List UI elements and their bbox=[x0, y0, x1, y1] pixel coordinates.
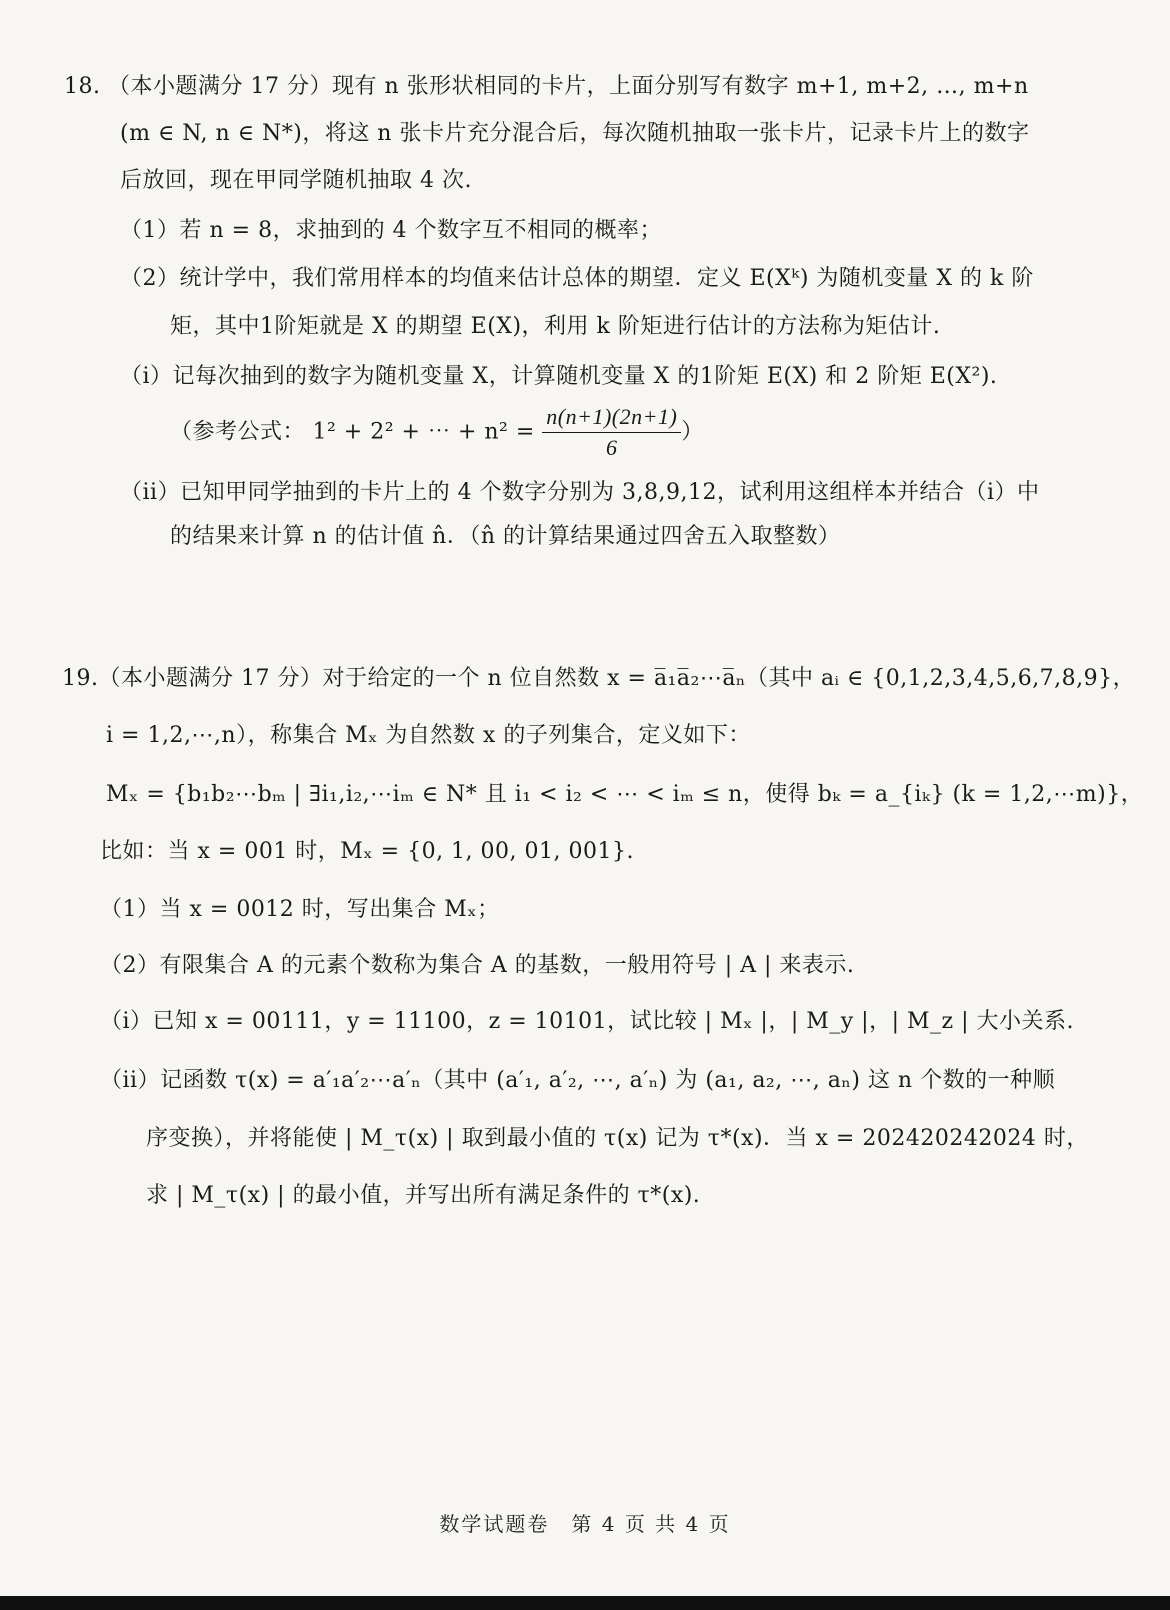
q18-part-i: （i）记每次抽到的数字为随机变量 X，计算随机变量 X 的1阶矩 E(X) 和 2 阶矩 E(X²). bbox=[120, 364, 998, 389]
q19-part-ii-c: 求 | M_τ(x) | 的最小值，并写出所有满足条件的 τ*(x). bbox=[146, 1183, 701, 1208]
q19-line-2: i = 1,2,⋯,n），称集合 Mₓ 为自然数 x 的子列集合，定义如下： bbox=[106, 723, 751, 748]
q18-line-2: (m ∈ N, n ∈ N*)，将这 n 张卡片充分混合后，每次随机抽取一张卡片，记录卡片上的数字 bbox=[120, 121, 1030, 146]
q18-part-1: （1）若 n = 8，求抽到的 4 个数字互不相同的概率； bbox=[120, 218, 663, 243]
q19-example: 比如：当 x = 001 时，Mₓ = {0, 1, 00, 01, 001}. bbox=[100, 839, 634, 864]
q18-line-1: 18. （本小题满分 17 分）现有 n 张形状相同的卡片，上面分别写有数字 m+1, m+2, …, m+n bbox=[64, 74, 1029, 99]
q19-part-ii-b: 序变换），并将能使 | M_τ(x) | 取到最小值的 τ(x) 记为 τ*(x)．当 x = 202420242024 时， bbox=[146, 1126, 1089, 1151]
page-footer: 数学试题卷 第 4 页 共 4 页 bbox=[439, 1512, 731, 1536]
q19-part-i: （i）已知 x = 00111，y = 11100，z = 10101，试比较 | Mₓ |，| M_y |，| M_z | 大小关系. bbox=[100, 1009, 1075, 1034]
q19-part-2: （2）有限集合 A 的元素个数称为集合 A 的基数，一般用符号 | A | 来表示. bbox=[100, 953, 855, 978]
ref-formula-denominator: 6 bbox=[606, 435, 618, 460]
q18-part-2-a: （2）统计学中，我们常用样本的均值来估计总体的期望．定义 E(Xᵏ) 为随机变量 X 的 k 阶 bbox=[120, 266, 1034, 291]
ref-formula-fraction bbox=[542, 402, 681, 463]
ref-formula-prefix: （参考公式： 1² + 2² + ⋯ + n² = bbox=[170, 419, 543, 445]
q19-part-ii-a: （ii）记函数 τ(x) = a′₁a′₂⋯a′ₙ（其中 (a′₁, a′₂, ⋯, a′ₙ) 为 (a₁, a₂, ⋯, aₙ) 这 n 个数的一种顺 bbox=[100, 1068, 1056, 1093]
q18-part-ii-b: 的结果来计算 n 的估计值 n̂．（n̂ 的计算结果通过四舍五入取整数） bbox=[170, 524, 841, 549]
q18-reference-formula bbox=[170, 402, 704, 463]
q18-line-3: 后放回，现在甲同学随机抽取 4 次. bbox=[120, 168, 472, 193]
q19-line-1: 19.（本小题满分 17 分）对于给定的一个 n 位自然数 x = a̅₁a̅₂⋯a̅ₙ（其中 aᵢ ∈ {0,1,2,3,4,5,6,7,8,9}， bbox=[62, 666, 1136, 691]
ref-formula-suffix: ） bbox=[681, 419, 704, 445]
q19-part-1: （1）当 x = 0012 时，写出集合 Mₓ； bbox=[100, 897, 500, 922]
scan-bottom-edge bbox=[0, 1596, 1170, 1610]
q19-definition: Mₓ = {b₁b₂⋯bₘ | ∃i₁,i₂,⋯iₘ ∈ N* 且 i₁ < i₂ < ⋯ < iₘ ≤ n，使得 bₖ = a_{iₖ} (k = 1,2,⋯m)}， bbox=[106, 782, 1144, 807]
ref-formula-numerator: n(n+1)(2n+1) bbox=[542, 402, 681, 433]
q18-part-ii-a: （ii）已知甲同学抽到的卡片上的 4 个数字分别为 3,8,9,12，试利用这组样本并结合（i）中 bbox=[120, 480, 1040, 505]
q18-part-2-b: 矩，其中1阶矩就是 X 的期望 E(X)，利用 k 阶矩进行估计的方法称为矩估计. bbox=[170, 314, 941, 339]
